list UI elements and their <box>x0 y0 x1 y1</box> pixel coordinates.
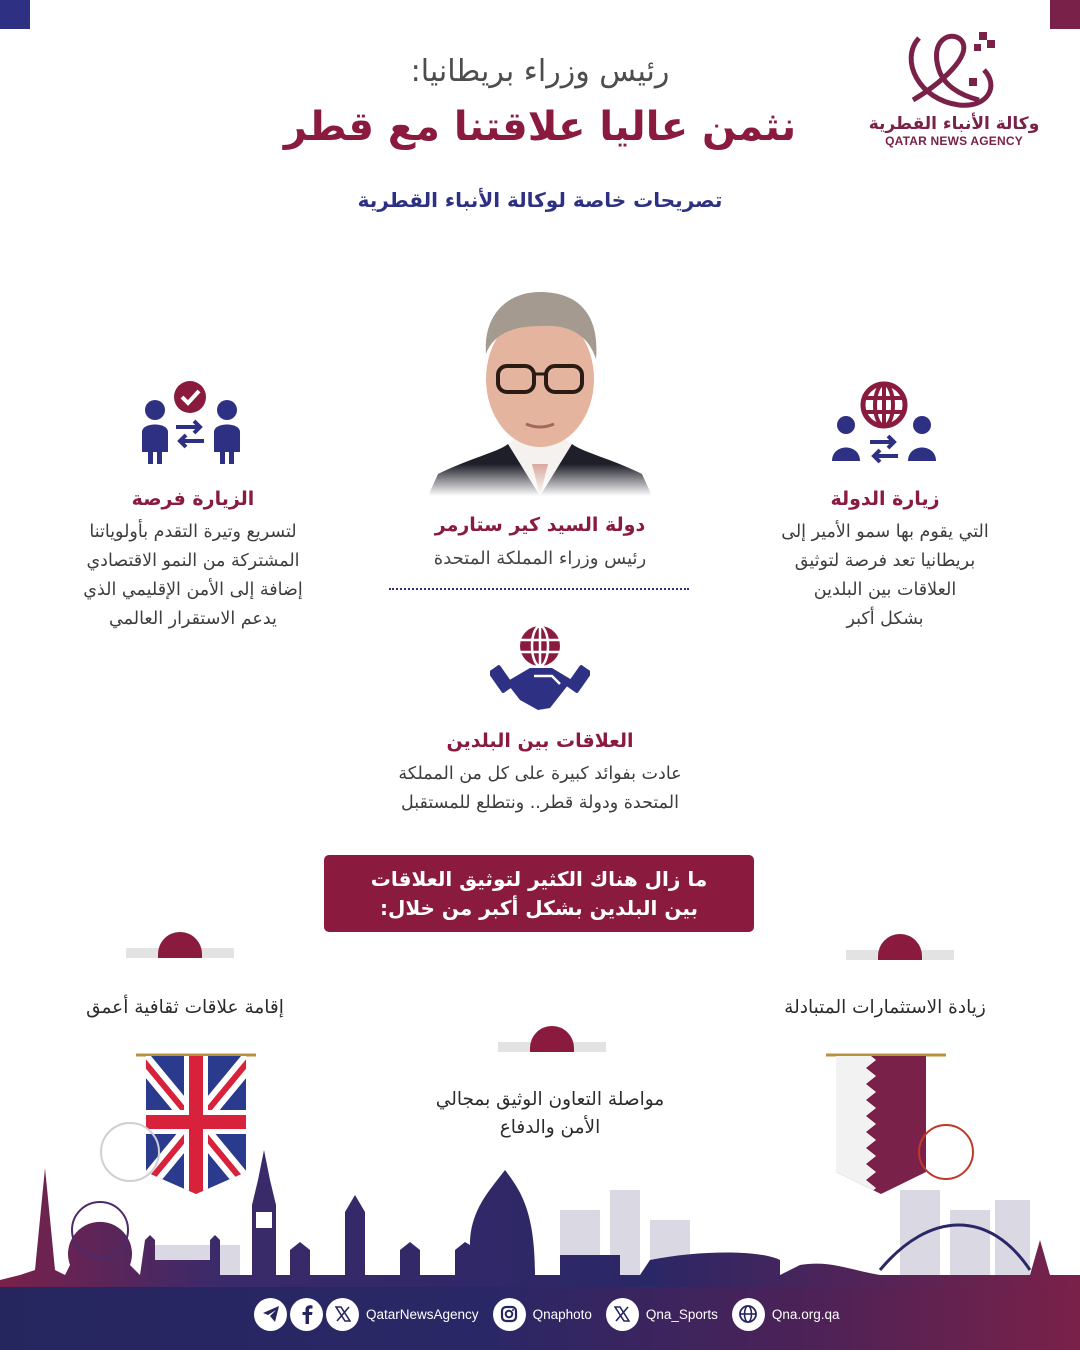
globe-people-exchange-icon <box>830 378 940 472</box>
feature-body-bilateral-relations <box>360 760 720 818</box>
telegram-icon[interactable] <box>254 1298 287 1331</box>
body-line: يدعم الاستقرار العالمي <box>109 609 277 629</box>
person-name: دولة السيد كير ستارمر <box>434 514 646 536</box>
handle-qna-sports[interactable]: Qna_Sports <box>645 1306 718 1322</box>
body-line: إضافة إلى الأمن الإقليمي الذي <box>83 580 303 600</box>
headline: نثمن عاليا علاقتنا مع قطر <box>283 104 797 150</box>
kicker: رئيس وزراء بريطانيا: <box>410 54 670 89</box>
body-line: عادت بفوائد كبيرة على كل من المملكة <box>398 764 682 784</box>
feature-title-visit-opportunity: الزيارة فرصة <box>131 488 255 510</box>
x-icon[interactable] <box>606 1298 639 1331</box>
body-line: التي يقوم بها سمو الأمير إلى <box>781 522 989 542</box>
bullet-marker <box>846 934 954 962</box>
handle-qnaphoto[interactable]: Qnaphoto <box>532 1306 592 1322</box>
facebook-icon[interactable] <box>290 1298 323 1331</box>
portrait-photo <box>428 284 652 496</box>
corner-accent-maroon <box>1050 0 1080 29</box>
website-link[interactable]: Qna.org.qa <box>771 1306 840 1322</box>
dotted-divider <box>389 588 689 590</box>
callout-banner <box>324 855 754 932</box>
feature-body-visit-opportunity <box>48 518 338 634</box>
point-line: الأمن والدفاع <box>499 1117 601 1138</box>
subheadline: تصريحات خاصة لوكالة الأنباء القطرية <box>357 188 723 212</box>
footer-social-bar <box>0 1287 1080 1350</box>
bullet-marker <box>498 1026 606 1054</box>
people-exchange-check-icon <box>138 380 248 474</box>
person-role: رئيس وزراء المملكة المتحدة <box>433 548 647 569</box>
point-mutual-investments: زيادة الاستثمارات المتبادلة <box>784 997 986 1018</box>
body-line: لتسريع وتيرة التقدم بأولوياتنا <box>89 522 297 542</box>
body-line: بريطانيا تعد فرصة لتوثيق <box>794 551 976 571</box>
corner-accent-navy <box>0 0 30 29</box>
logo-arabic-name: وكالة الأنباء القطرية <box>868 114 1040 134</box>
body-line: المشتركة من النمو الاقتصادي <box>86 551 300 571</box>
point-line: مواصلة التعاون الوثيق بمجالي <box>435 1089 665 1110</box>
london-doha-skyline <box>0 1150 1080 1290</box>
point-security-defense <box>380 1086 720 1142</box>
body-line: المتحدة ودولة قطر.. ونتطلع للمستقبل <box>401 793 679 813</box>
body-line: بشكل أكبر <box>846 609 924 629</box>
feature-body-state-visit <box>750 518 1020 634</box>
globe-icon[interactable] <box>732 1298 765 1331</box>
bullet-marker <box>126 932 234 960</box>
social-links <box>254 1297 853 1331</box>
feature-title-bilateral-relations: العلاقات بين البلدين <box>446 730 634 752</box>
globe-handshake-icon <box>490 624 590 720</box>
logo-english-name: QATAR NEWS AGENCY <box>885 134 1023 148</box>
instagram-icon[interactable] <box>493 1298 526 1331</box>
x-icon[interactable] <box>326 1298 359 1331</box>
banner-line: ما زال هناك الكثير لتوثيق العلاقات <box>370 867 708 891</box>
handle-qatarnewsagency[interactable]: QatarNewsAgency <box>366 1306 479 1322</box>
feature-title-state-visit: زيارة الدولة <box>830 488 940 510</box>
body-line: العلاقات بين البلدين <box>813 580 957 600</box>
point-cultural-relations: إقامة علاقات ثقافية أعمق <box>86 997 284 1018</box>
banner-line: بين البلدين بشكل أكبر من خلال: <box>379 896 698 920</box>
